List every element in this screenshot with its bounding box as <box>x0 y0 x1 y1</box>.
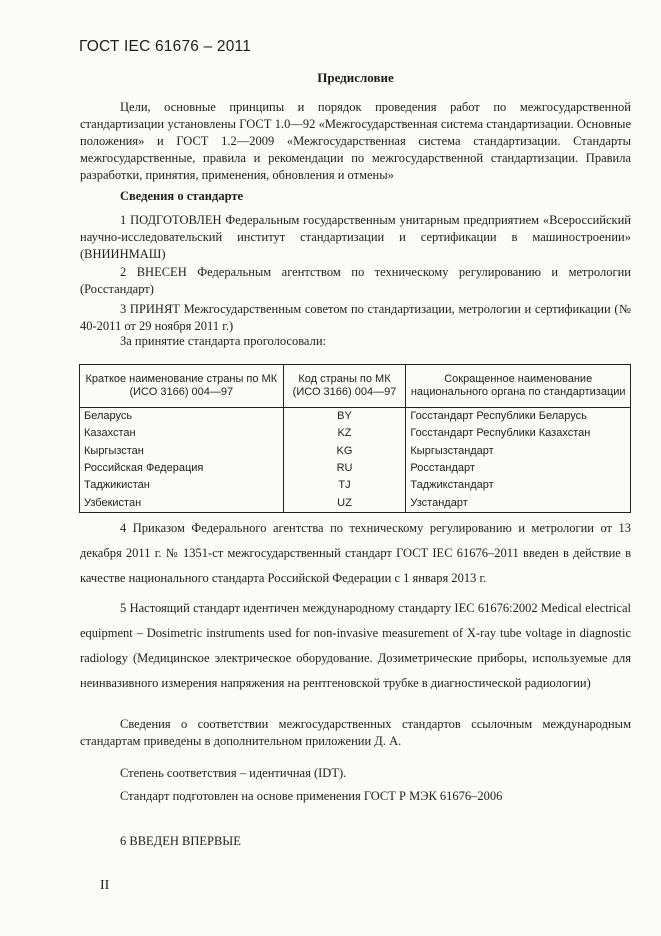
info-item-4: 4 Приказом Федерального агентства по техническому регулированию и метрологии от 13 декабря 2011 г. № 1351-ст межгосударственный стандарт ГОСТ IEC 61676–2011 введен в действие в качестве национального стандарта Российской Федерации с 1 января 2013 г. <box>80 521 631 585</box>
code-cell: BY <box>283 408 406 426</box>
code-cell: UZ <box>283 494 406 512</box>
compliance-degree: Степень соответствия – идентичная (IDT). <box>120 766 347 780</box>
table-row <box>80 408 631 426</box>
country-cell: Российская Федерация <box>80 460 284 477</box>
country-cell: Кыргызстан <box>80 443 284 460</box>
table-row <box>80 425 631 442</box>
basis-note: Стандарт подготовлен на основе применения ГОСТ Р МЭК 61676–2006 <box>120 789 503 803</box>
body-cell: Таджикстандарт <box>406 477 631 494</box>
column-header-body: Сокращенное наименование национального органа по стандартизации <box>406 365 631 408</box>
table-row <box>80 460 631 477</box>
body-cell: Узстандарт <box>406 494 631 512</box>
info-item-3: 3 ПРИНЯТ Межгосударственным советом по стандартизации, метрологии и сертификации (№ 40-2011 от 29 ноября 2011 г.) <box>80 302 631 333</box>
country-cell: Таджикистан <box>80 477 284 494</box>
standard-info-title: Сведения о стандарте <box>120 189 244 203</box>
code-cell: KZ <box>283 425 406 442</box>
body-cell: Кыргызстандарт <box>406 443 631 460</box>
body-cell: Росстандарт <box>406 460 631 477</box>
country-cell: Казахстан <box>80 425 284 442</box>
table-row <box>80 494 631 512</box>
info-item-6: 6 ВВЕДЕН ВПЕРВЫЕ <box>120 834 241 848</box>
column-header-country: Краткое наименование страны по МК (ИСО 3166) 004—97 <box>80 365 284 408</box>
info-item-1: 1 ПОДГОТОВЛЕН Федеральным государственным унитарным предприятием «Всероссийский научно-исследовательский институт стандартизации и сертификации в машиностроении» (ВНИИНМАШ) <box>80 213 631 261</box>
voting-countries-table <box>79 364 631 513</box>
info-item-2: 2 ВНЕСЕН Федеральным агентством по техническому регулированию и метрологии (Росстандарт) <box>80 265 631 296</box>
compliance-note: Сведения о соответствии межгосударственных стандартов ссылочным международным стандартам приведены в дополнительном приложении Д. А. <box>80 717 631 748</box>
country-cell: Беларусь <box>80 408 284 426</box>
info-item-5: 5 Настоящий стандарт идентичен международному стандарту IEC 61676:2002 Medical electrical equipment – Dosimetric instruments used for non-invasive measurement of X-ray tube voltage in diagnostic radiology (Медицинское электрическое оборудование. Дозиметрические приборы, используемые для неинвазивного измерения напряжения на рентгеновской трубке в диагностической радиологии) <box>80 601 631 690</box>
table-row <box>80 443 631 460</box>
code-cell: KG <box>283 443 406 460</box>
foreword-title: Предисловие <box>317 70 394 85</box>
standard-code: ГОСТ IEC 61676 – 2011 <box>79 38 252 55</box>
code-cell: RU <box>283 460 406 477</box>
table-row <box>80 477 631 494</box>
body-cell: Госстандарт Республики Казахстан <box>406 425 631 442</box>
page-number: II <box>100 878 110 893</box>
table-header-row <box>80 365 631 408</box>
foreword-intro: Цели, основные принципы и порядок проведения работ по межгосударственной стандартизации установлены ГОСТ 1.0—92 «Межгосударственная система стандартизации. Основные положения» и ГОСТ 1.2—2009 «Межгосударственная система стандартизации. Стандарты межгосударственные, правила и рекомендации по межгосударственной стандартизации. Правила разработки, принятия, применения, обновления и отмены» <box>80 100 631 182</box>
column-header-code: Код страны по МК (ИСО 3166) 004—97 <box>283 365 406 408</box>
code-cell: TJ <box>283 477 406 494</box>
country-cell: Узбекистан <box>80 494 284 512</box>
voted-caption: За принятие стандарта проголосовали: <box>120 334 326 348</box>
body-cell: Госстандарт Республики Беларусь <box>406 408 631 426</box>
